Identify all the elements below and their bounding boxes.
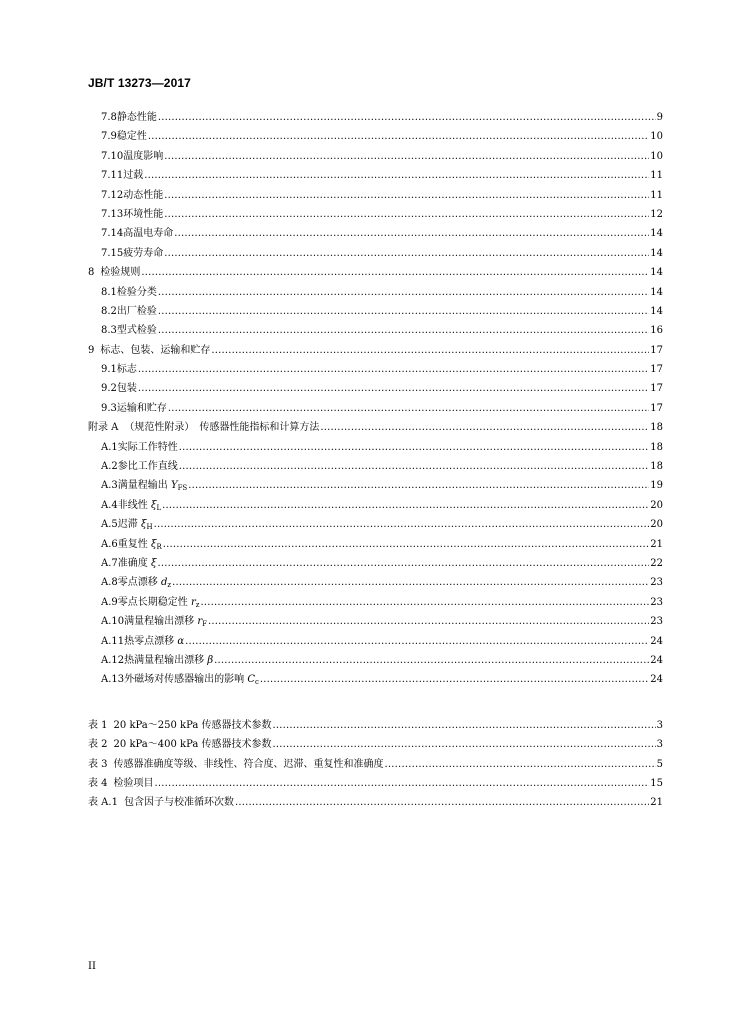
toc-entry-symbol-subscript: z bbox=[195, 600, 200, 609]
toc-entry-title bbox=[118, 480, 187, 494]
toc-entry-page: 23 bbox=[650, 616, 663, 628]
table-list-number: 表 2 bbox=[88, 739, 108, 751]
toc-leader-dots bbox=[179, 461, 650, 473]
toc-entry-symbol-subscript: F bbox=[202, 620, 207, 629]
toc-entry-number: A.1 bbox=[101, 441, 118, 453]
toc-leader-dots bbox=[154, 519, 650, 531]
table-list-page: 15 bbox=[650, 777, 663, 789]
toc-entry[interactable] bbox=[88, 500, 663, 519]
toc-entry-page: 24 bbox=[650, 654, 663, 666]
table-list-page: 21 bbox=[650, 797, 663, 809]
toc-entry[interactable] bbox=[88, 345, 663, 364]
toc-entry-title bbox=[117, 131, 147, 143]
toc-leader-dots bbox=[158, 287, 649, 299]
toc-leader-dots bbox=[200, 597, 649, 609]
toc-entry-number: A.13 bbox=[101, 674, 125, 686]
toc-leader-dots bbox=[320, 422, 649, 434]
toc-entry-page: 10 bbox=[650, 131, 663, 143]
toc-entry-page: 14 bbox=[650, 267, 663, 279]
toc-entry-symbol: β bbox=[207, 654, 214, 666]
toc-entry-page: 17 bbox=[650, 402, 663, 414]
toc-entry-symbol-subscript: H bbox=[146, 523, 153, 532]
toc-entry-number: A.2 bbox=[101, 461, 118, 473]
toc-entry[interactable] bbox=[88, 151, 663, 170]
toc-entry-title bbox=[118, 442, 178, 454]
toc-entry-title-text: 高温电寿命 bbox=[123, 228, 174, 240]
toc-entry-title bbox=[124, 422, 319, 434]
table-list-page: 5 bbox=[656, 758, 663, 770]
toc-entry-title-text: 标志 bbox=[116, 364, 137, 376]
toc-entry-title bbox=[124, 636, 184, 648]
table-list-page: 3 bbox=[656, 719, 663, 731]
toc-entry-page: 11 bbox=[650, 189, 663, 201]
toc-entry-page: 17 bbox=[650, 383, 663, 395]
toc-entry-title bbox=[123, 228, 173, 240]
toc-entry-title-text: 外磁场对传感器输出的影响 bbox=[124, 674, 248, 686]
toc-entry-number: 8 bbox=[88, 267, 95, 279]
toc-leader-dots bbox=[141, 267, 649, 279]
toc-entry-number: A.11 bbox=[101, 635, 125, 647]
toc-entry-title bbox=[117, 306, 157, 318]
toc-entry-number: 9.3 bbox=[101, 402, 117, 414]
table-list-entry[interactable] bbox=[88, 797, 663, 816]
toc-leader-dots bbox=[235, 797, 649, 809]
toc-entry-number: 7.14 bbox=[101, 228, 124, 240]
toc-entry-page: 16 bbox=[650, 325, 663, 337]
toc-entry-title bbox=[124, 655, 213, 667]
toc-entry-number: 9 bbox=[88, 344, 95, 356]
toc-entry-title bbox=[117, 364, 137, 376]
toc-entry-page: 9 bbox=[656, 112, 663, 123]
toc-entry-page: 22 bbox=[650, 557, 663, 569]
toc-entry-number: A.10 bbox=[101, 616, 125, 628]
table-list-number: 表 A.1 bbox=[88, 797, 118, 809]
toc-leader-dots bbox=[185, 636, 649, 648]
toc-entry-title-text: 实际工作特性 bbox=[117, 441, 178, 453]
table-list-number: 表 1 bbox=[88, 719, 108, 731]
toc-entry-title-text: 静态性能 bbox=[116, 112, 157, 123]
toc-leader-dots bbox=[144, 170, 649, 182]
toc-entry-page: 21 bbox=[650, 538, 663, 550]
toc-leader-dots bbox=[273, 739, 656, 751]
toc-entry-page: 17 bbox=[650, 364, 663, 376]
toc-entry-number: A.7 bbox=[101, 557, 118, 569]
toc-entry-symbol: ξ bbox=[150, 557, 157, 569]
table-list-title: 20 kPa～400 kPa 传感器技术参数 bbox=[113, 739, 272, 751]
toc-leader-dots bbox=[148, 131, 649, 143]
toc-entry[interactable] bbox=[88, 209, 663, 228]
toc-entry-title bbox=[118, 577, 171, 591]
toc-entry-number: 8.1 bbox=[101, 286, 117, 298]
toc-leader-dots bbox=[260, 674, 649, 686]
toc-entry-title-text: 温度影响 bbox=[123, 150, 164, 162]
toc-entry-title-text: 满量程输出漂移 bbox=[124, 616, 198, 628]
toc-entry-page: 14 bbox=[650, 286, 663, 298]
toc-entry-symbol: r bbox=[190, 596, 196, 608]
toc-entry[interactable] bbox=[88, 287, 663, 306]
toc-leader-dots bbox=[158, 306, 649, 318]
toc-entry-title bbox=[117, 403, 167, 415]
toc-entry[interactable] bbox=[88, 519, 663, 538]
table-list-entry[interactable] bbox=[88, 739, 663, 758]
toc-entry-number: 9.1 bbox=[101, 364, 117, 376]
toc-entry-number: 7.10 bbox=[101, 150, 124, 162]
toc-entry-title bbox=[124, 616, 207, 630]
toc-entry-title-text: 型式检验 bbox=[116, 325, 157, 337]
toc-entry[interactable] bbox=[88, 112, 663, 131]
table-list-entry[interactable] bbox=[88, 778, 663, 797]
toc-entry-symbol-subscript: z bbox=[167, 581, 172, 590]
toc-leader-dots bbox=[211, 345, 649, 357]
toc-entry[interactable] bbox=[88, 539, 663, 558]
toc-entry-title-text: 标志、包装、运输和贮存 bbox=[100, 344, 211, 356]
toc-entry[interactable] bbox=[88, 442, 663, 461]
toc-leader-dots bbox=[164, 190, 649, 202]
toc-entry-page: 14 bbox=[650, 247, 663, 259]
toc-entry-number: 7.9 bbox=[101, 131, 117, 143]
table-list-title: 包含因子与校准循环次数 bbox=[123, 797, 234, 809]
toc-entry-title-text: 迟滞 bbox=[117, 519, 141, 531]
toc-entry[interactable] bbox=[88, 228, 663, 247]
toc-leader-dots bbox=[157, 558, 649, 570]
toc-entry-symbol: d bbox=[160, 577, 168, 589]
toc-entry-title bbox=[100, 267, 140, 279]
toc-leader-dots bbox=[168, 403, 649, 415]
toc-entry-title-text: 检验分类 bbox=[116, 286, 157, 298]
toc-leader-dots bbox=[179, 442, 650, 454]
toc-entry-symbol-subscript: L bbox=[156, 503, 162, 512]
toc-leader-dots bbox=[273, 720, 656, 732]
toc-entry-title-text: 动态性能 bbox=[123, 189, 164, 201]
toc-entry-title bbox=[123, 151, 163, 163]
toc-entry[interactable] bbox=[88, 461, 663, 480]
toc-leader-dots bbox=[188, 480, 649, 492]
toc-entry-title-text: 热满量程输出漂移 bbox=[124, 654, 208, 666]
toc-leader-dots bbox=[385, 759, 656, 771]
table-of-contents bbox=[88, 112, 663, 817]
toc-leader-dots bbox=[138, 383, 649, 395]
toc-entry-page: 11 bbox=[650, 170, 663, 182]
toc-entry-symbol-subscript: c bbox=[254, 678, 259, 687]
table-list-entry[interactable] bbox=[88, 720, 663, 739]
toc-entry[interactable] bbox=[88, 577, 663, 596]
toc-leader-dots bbox=[155, 778, 650, 790]
toc-entry-number: 附录 A bbox=[88, 422, 119, 434]
toc-entry-title bbox=[124, 674, 259, 688]
toc-entry-page: 10 bbox=[650, 150, 663, 162]
toc-entry-title-text: 准确度 bbox=[117, 557, 151, 569]
toc-entry-symbol: r bbox=[197, 616, 203, 628]
toc-entry-title bbox=[117, 112, 157, 124]
toc-entry-number: A.9 bbox=[101, 596, 118, 608]
table-list-entry[interactable] bbox=[88, 759, 663, 778]
toc-entry-number: 7.8 bbox=[101, 112, 117, 123]
toc-entry-title-text: 满量程输出 bbox=[117, 480, 171, 492]
toc-entry-number: 7.15 bbox=[101, 247, 124, 259]
toc-entry-page: 23 bbox=[650, 577, 663, 589]
toc-entry[interactable] bbox=[88, 267, 663, 286]
toc-entry-symbol: ξ bbox=[150, 499, 157, 511]
toc-entry-number: 7.11 bbox=[101, 170, 124, 182]
toc-entry[interactable] bbox=[88, 616, 663, 635]
toc-entry[interactable] bbox=[88, 674, 663, 693]
toc-entry[interactable] bbox=[88, 248, 663, 267]
toc-entry-page: 18 bbox=[650, 441, 663, 453]
toc-entry-title-text: 疲劳寿命 bbox=[123, 247, 164, 259]
toc-entry[interactable] bbox=[88, 422, 663, 441]
toc-entry-page: 24 bbox=[650, 674, 663, 686]
toc-entry-number: 7.13 bbox=[101, 208, 124, 220]
toc-leader-dots bbox=[164, 248, 649, 260]
toc-entry[interactable] bbox=[88, 131, 663, 150]
toc-entry-symbol: Y bbox=[170, 480, 178, 492]
toc-entry-page: 24 bbox=[650, 635, 663, 647]
toc-entry-number: A.6 bbox=[101, 538, 118, 550]
toc-entry-number: A.8 bbox=[101, 577, 118, 589]
toc-entry[interactable] bbox=[88, 383, 663, 402]
toc-entry-title bbox=[117, 325, 157, 337]
toc-entry-page: 18 bbox=[650, 422, 663, 434]
toc-entry-title bbox=[117, 383, 137, 395]
toc-entry-symbol: ξ bbox=[140, 519, 147, 531]
toc-entry-title-text: 非线性 bbox=[117, 499, 151, 511]
toc-entry[interactable] bbox=[88, 306, 663, 325]
toc-leader-dots bbox=[163, 539, 650, 551]
toc-entry-title-text: 热零点漂移 bbox=[124, 635, 178, 647]
toc-entry-title bbox=[118, 539, 162, 553]
toc-entry-title-text: 环境性能 bbox=[123, 208, 164, 220]
toc-entry-title-text: 运输和贮存 bbox=[116, 402, 167, 414]
toc-entry-number: 9.2 bbox=[101, 383, 117, 395]
toc-leader-dots bbox=[174, 228, 649, 240]
toc-entry-title-text: 过载 bbox=[123, 170, 144, 182]
toc-leader-dots bbox=[164, 151, 649, 163]
toc-entry-page: 20 bbox=[650, 499, 663, 511]
toc-entry-title bbox=[123, 248, 163, 260]
toc-entry[interactable] bbox=[88, 480, 663, 499]
toc-leader-dots bbox=[164, 209, 649, 221]
toc-entry-title-text: 稳定性 bbox=[116, 131, 147, 143]
toc-entry-page: 19 bbox=[650, 480, 663, 492]
toc-entry-title bbox=[123, 170, 143, 182]
toc-leader-dots bbox=[158, 112, 656, 124]
toc-entry-title bbox=[118, 519, 153, 533]
toc-leader-dots bbox=[208, 616, 649, 628]
toc-entry[interactable] bbox=[88, 170, 663, 189]
toc-entry-number: 8.3 bbox=[101, 325, 117, 337]
toc-entry-title bbox=[100, 345, 210, 357]
toc-leader-dots bbox=[158, 325, 649, 337]
toc-entry-page: 14 bbox=[650, 228, 663, 240]
toc-entry-title bbox=[118, 558, 157, 570]
toc-entry[interactable] bbox=[88, 636, 663, 655]
toc-entry-number: A.12 bbox=[101, 654, 125, 666]
toc-entry-title bbox=[118, 597, 200, 611]
toc-entry[interactable] bbox=[88, 655, 663, 674]
toc-entry-number: A.4 bbox=[101, 499, 118, 511]
toc-entry-number: 8.2 bbox=[101, 305, 117, 317]
toc-entry-title-text: （规范性附录） 传感器性能指标和计算方法 bbox=[124, 422, 320, 434]
page-number: II bbox=[88, 961, 96, 972]
toc-entry-title-text: 重复性 bbox=[117, 538, 151, 550]
table-list-number: 表 4 bbox=[88, 777, 108, 789]
toc-entry-symbol-subscript: R bbox=[156, 542, 162, 551]
toc-entry-page: 14 bbox=[650, 305, 663, 317]
toc-leader-dots bbox=[172, 577, 649, 589]
toc-entry[interactable] bbox=[88, 190, 663, 209]
section-gap bbox=[88, 694, 663, 720]
toc-entry-title-text: 包装 bbox=[116, 383, 137, 395]
toc-leader-dots bbox=[162, 500, 649, 512]
toc-entry-page: 12 bbox=[650, 208, 663, 220]
table-list-number: 表 3 bbox=[88, 758, 108, 770]
toc-entry-number: A.3 bbox=[101, 480, 118, 492]
table-list-title: 传感器准确度等级、非线性、符合度、迟滞、重复性和准确度 bbox=[113, 758, 384, 770]
toc-entry-title bbox=[123, 190, 163, 202]
toc-entry-symbol-subscript: FS bbox=[177, 484, 188, 493]
toc-entry-title bbox=[118, 500, 161, 514]
toc-leader-dots bbox=[138, 364, 649, 376]
toc-entry-title-text: 检验规则 bbox=[100, 267, 141, 279]
toc-entry-symbol: α bbox=[177, 635, 185, 647]
toc-entry[interactable] bbox=[88, 364, 663, 383]
toc-entry-page: 18 bbox=[650, 461, 663, 473]
toc-entry-title-text: 出厂检验 bbox=[116, 305, 157, 317]
toc-entry-symbol: C bbox=[247, 674, 255, 686]
toc-entry-title bbox=[117, 287, 157, 299]
toc-entry[interactable] bbox=[88, 325, 663, 344]
table-list-page: 3 bbox=[656, 739, 663, 751]
toc-entry-title-text: 参比工作直线 bbox=[117, 461, 178, 473]
document-code: JB/T 13273—2017 bbox=[88, 76, 191, 90]
toc-entry-title-text: 零点长期稳定性 bbox=[117, 596, 191, 608]
toc-entry-title bbox=[118, 461, 178, 473]
toc-entry-page: 17 bbox=[650, 344, 663, 356]
toc-entry-number: 7.12 bbox=[101, 189, 124, 201]
toc-leader-dots bbox=[214, 655, 649, 667]
table-list-title: 20 kPa～250 kPa 传感器技术参数 bbox=[113, 719, 272, 731]
toc-entry-symbol: ξ bbox=[150, 538, 157, 550]
toc-entry-page: 23 bbox=[650, 596, 663, 608]
toc-entry-page: 20 bbox=[650, 519, 663, 531]
toc-entry[interactable] bbox=[88, 558, 663, 577]
toc-entry-number: A.5 bbox=[101, 519, 118, 531]
toc-entry[interactable] bbox=[88, 403, 663, 422]
table-list-title: 检验项目 bbox=[113, 777, 154, 789]
toc-entry-title-text: 零点漂移 bbox=[117, 577, 161, 589]
toc-entry[interactable] bbox=[88, 597, 663, 616]
toc-entry-title bbox=[123, 209, 163, 221]
